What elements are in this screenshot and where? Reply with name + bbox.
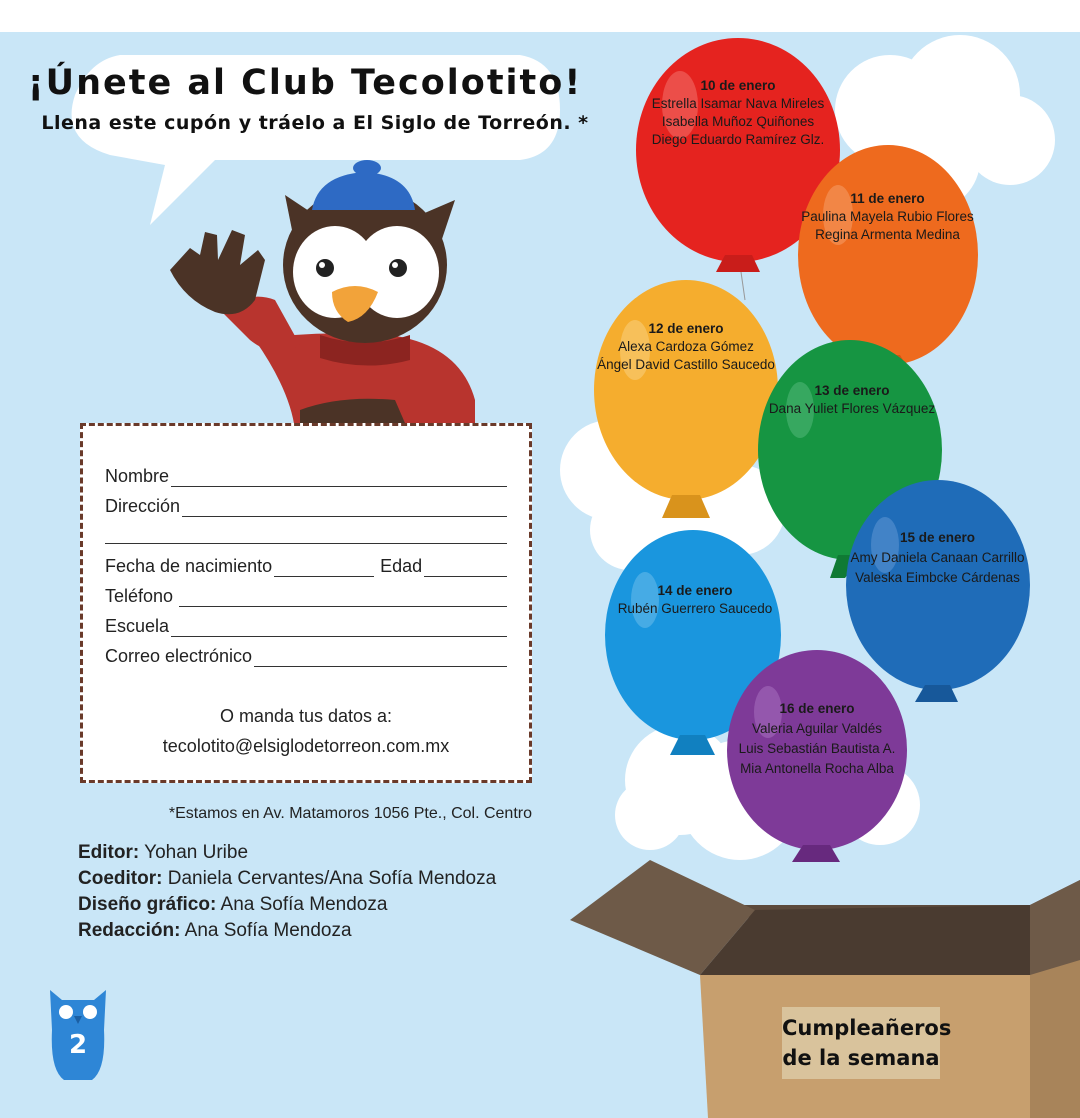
credit-editor: Editor: Yohan Uribe [78,842,249,863]
balloon-11-enero: 11 de enero Paulina Mayela Rubio Flores Regina Armenta Medina [801,191,974,242]
balloon-orange [798,145,978,372]
direccion-label: Dirección [105,496,181,516]
telefono-input-line[interactable] [179,589,507,607]
edad-input-line[interactable] [424,559,507,577]
nombre-input-line[interactable] [171,469,507,487]
field-escuela[interactable] [105,616,507,637]
balloon-13-enero: 13 de enero Dana Yuliet Flores Vázquez [768,383,936,416]
balloon-10-enero: 10 de enero Estrella Isamar Nava Mireles Isabella Muñoz Quiñones Diego Eduardo Ramírez Glz. [651,78,825,147]
coupon-form [80,423,532,783]
balloon-blue [846,480,1030,702]
direccion-extra-line[interactable] [105,526,507,544]
balloon-14-enero: 14 de enero Rubén Guerrero Saucedo [617,583,773,616]
cardboard-box [570,860,1080,1118]
send-data-label: O manda tus datos a: [219,706,393,726]
field-fecha-edad[interactable] [105,556,507,577]
balloon-16-enero: 16 de enero Valeria Aguilar Valdés Luis Sebastián Bautista A. Mia Antonella Rocha Alba [738,701,896,776]
balloon-12-enero: 12 de enero Alexa Cardoza Gómez Ángel David Castillo Saucedo [597,321,775,372]
field-telefono[interactable] [105,586,507,607]
club-subtitle: Llena este cupón y tráelo a El Siglo de Torreón. * [41,112,589,134]
credit-writing: Redacción: Ana Sofía Mendoza [78,920,352,941]
escuela-input-line[interactable] [171,619,507,637]
edad-label: Edad [380,556,423,576]
escuela-label: Escuela [105,616,170,636]
page-number: 2 [68,1030,88,1060]
field-nombre[interactable] [105,466,507,487]
correo-input-line[interactable] [254,649,507,667]
correo-label: Correo electrónico [105,646,253,666]
fecha-input-line[interactable] [274,559,374,577]
credits [78,840,496,944]
field-direccion[interactable] [105,496,507,517]
credit-coeditor: Coeditor: Daniela Cervantes/Ana Sofía Mendoza [78,868,497,889]
fecha-label: Fecha de nacimiento [105,556,273,576]
birthday-box-label: Cumpleañeros de la semana [782,1007,940,1079]
address-note: *Estamos en Av. Matamoros 1056 Pte., Col. Centro [168,805,532,822]
field-correo[interactable] [105,646,507,667]
nombre-label: Nombre [105,466,170,486]
balloon-15-enero: 15 de enero Amy Daniela Canaan Carrillo Valeska Eimbcke Cárdenas [850,530,1025,585]
field-direccion-extra[interactable] [105,526,507,544]
club-title: ¡Únete al Club Tecolotito! [27,63,583,103]
telefono-label: Teléfono [105,586,174,606]
direccion-input-line[interactable] [182,499,507,517]
credit-design: Diseño gráfico: Ana Sofía Mendoza [78,894,388,915]
owl-mascot [170,160,475,430]
contact-email[interactable]: tecolotito@elsiglodetorreon.com.mx [162,736,450,756]
